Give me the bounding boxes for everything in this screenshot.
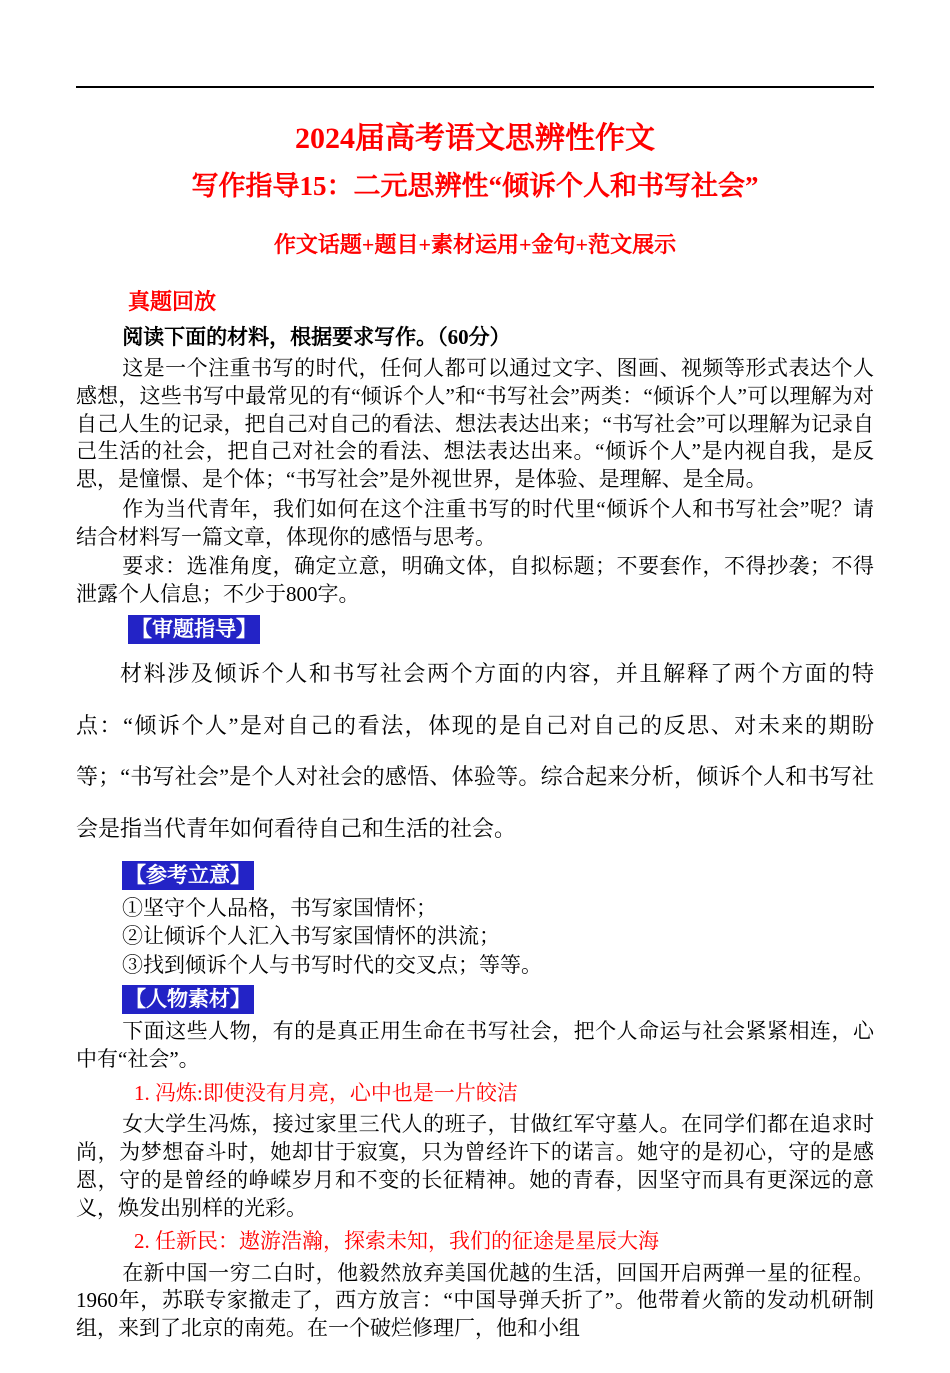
person-body-renxinmin: 在新中国一穷二白时，他毅然放弃美国优越的生活，回国开启两弹一星的征程。1960年，苏联专家撤走了，西方放言：“中国导弹夭折了”。他带着火箭的发动机研制组，来到了北京的南苑。在一个破烂修理厂，他和小组 (76, 1260, 874, 1341)
section-label-renwu-sucai: 【人物素材】 (122, 985, 254, 1014)
zhenti-paragraph-1: 阅读下面的材料，根据要求写作。（60分） (122, 324, 511, 349)
cankao-label-row (76, 861, 874, 890)
section-heading-zhenti: 真题回放 (128, 288, 217, 314)
zhenti-paragraph-2: 这是一个注重书写的时代，任何人都可以通过文字、图画、视频等形式表达个人感想，这些书写中最常见的有“倾诉个人”和“书写社会”两类：“倾诉个人”可以理解为对自己人生的记录，把自己对自己的看法、想法表达出来；“书写社会”可以理解为记录自己生活的社会，把自己对社会的看法、想法表达出来。“倾诉个人”是内视自我，是反思，是憧憬、是个体；“书写社会”是外视世界，是体验、是理解、是全局。 (76, 356, 874, 492)
zhenti-paragraph-4: 要求：选准角度，确定立意，明确文体，自拟标题；不要套作，不得抄袭；不得泄露个人信息；不少于800字。 (76, 554, 874, 607)
section-label-shenti-zhidao: 【审题指导】 (128, 615, 260, 644)
doc-subtitle: 写作指导15：二元思辨性“倾诉个人和书写社会” (191, 171, 759, 201)
renwu-label-row (76, 985, 874, 1014)
person-body-fenglian: 女大学生冯炼，接过家里三代人的班子，甘做红军守墓人。在同学们都在追求时尚，为梦想奋斗时，她却甘于寂寞，只为曾经许下的诺言。她守的是初心，守的是感恩，守的是曾经的峥嵘岁月和不变的长征精神。她的青春，因坚守而具有更深远的意义，焕发出别样的光彩。 (76, 1112, 874, 1220)
shenti-label-row (76, 615, 874, 644)
zhenti-paragraph-3: 作为当代青年，我们如何在这个注重书写的时代里“倾诉个人和书写社会”呢？请结合材料写一篇文章，体现你的感悟与思考。 (76, 496, 874, 549)
doc-tagline: 作文话题+题目+素材运用+金句+范文展示 (273, 231, 677, 257)
person-heading-renxinmin: 2. 任新民：遨游浩瀚，探索未知，我们的征途是星辰大海 (134, 1229, 659, 1254)
cankao-item-2: ②让倾诉个人汇入书写家国情怀的洪流； (122, 924, 500, 949)
cankao-item-1: ①坚守个人品格，书写家国情怀； (122, 896, 437, 921)
cankao-item-3: ③找到倾诉个人与书写时代的交叉点；等等。 (122, 952, 542, 977)
person-heading-fenglian: 1. 冯炼:即使没有月亮，心中也是一片皎洁 (134, 1080, 518, 1105)
section-label-cankao-liyi: 【参考立意】 (122, 861, 254, 890)
shenti-paragraph: 材料涉及倾诉个人和书写社会两个方面的内容，并且解释了两个方面的特点：“倾诉个人”是对自己的看法，体现的是自己对自己的反思、对未来的期盼等；“书写社会”是个人对社会的感悟、体验等。综合起来分析，倾诉个人和书写社会是指当代青年如何看待自己和生活的社会。 (76, 661, 874, 842)
renwu-intro: 下面这些人物，有的是真正用生命在书写社会，把个人命运与社会紧紧相连，心中有“社会”。 (76, 1019, 874, 1072)
header-rule (76, 86, 874, 88)
doc-title: 2024届高考语文思辨性作文 (295, 122, 655, 155)
